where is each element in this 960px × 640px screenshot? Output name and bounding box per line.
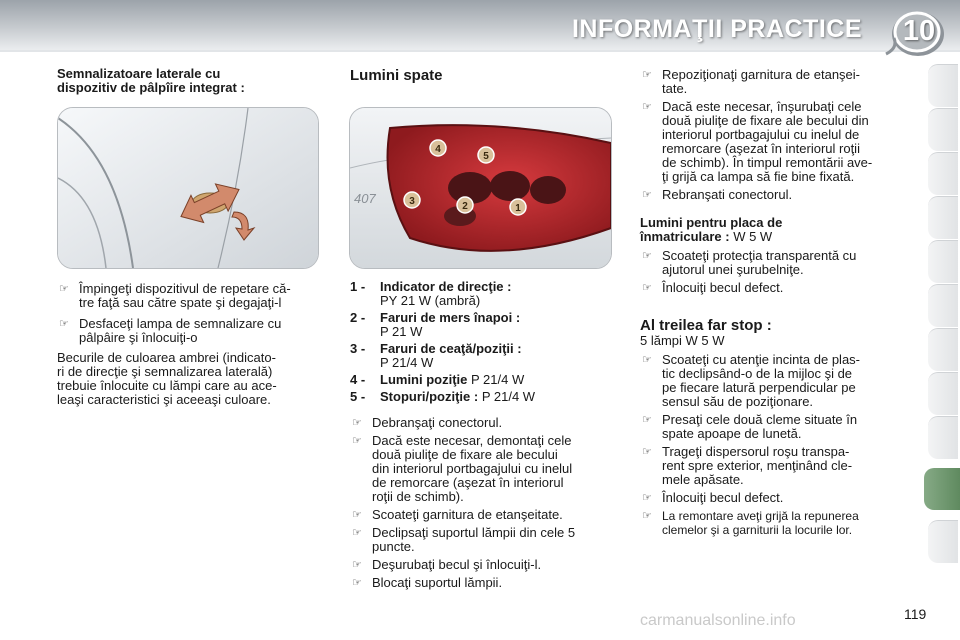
left-bullets bbox=[57, 282, 319, 407]
bulb-color-note bbox=[57, 351, 319, 407]
bullet-line: Împingeţi dispozitivul de repetare că- bbox=[79, 281, 291, 296]
item-value: P 21 W bbox=[380, 324, 423, 339]
chapter-tab[interactable] bbox=[928, 64, 958, 107]
bullet-line: din interiorul portbagajului cu inelul bbox=[372, 461, 573, 476]
bullet-line: Scoateţi garnitura de etanşeitate. bbox=[372, 507, 563, 522]
pointing-hand-icon: ☞ bbox=[642, 492, 652, 504]
bullet-line: remorcare (aşezat în interiorul roţii bbox=[662, 141, 860, 156]
bullet-line: La remontare aveţi grijă la repunerea bbox=[662, 509, 859, 523]
note-line: leaşi caracteristici şi aceeaşi culoare. bbox=[57, 392, 271, 407]
callout-2 bbox=[457, 197, 473, 213]
pointing-hand-icon: ☞ bbox=[352, 527, 362, 539]
third-stop-title: Al treilea far stop : bbox=[640, 317, 772, 334]
instruction-bullet bbox=[350, 526, 612, 554]
bullet-line: sensul său de poziţionare. bbox=[662, 394, 814, 409]
bullet-line: Debranşaţi conectorul. bbox=[372, 415, 503, 430]
chapter-tab[interactable] bbox=[928, 416, 958, 459]
bullet-line: Înlocuiţi becul defect. bbox=[662, 490, 784, 505]
bullet-line: Dacă este necesar, demontaţi cele bbox=[372, 433, 572, 448]
rear-lamp-photo bbox=[349, 107, 612, 269]
bullet-line: interiorul portbagajului cu inelul de bbox=[662, 127, 860, 142]
left-heading-line: Semnalizatoare laterale cu bbox=[57, 66, 221, 81]
note-line: ri de direcţie şi semnalizarea laterală) bbox=[57, 364, 273, 379]
svg-text:1: 1 bbox=[515, 203, 521, 214]
item-value: PY 21 W (ambră) bbox=[380, 293, 481, 308]
instruction-bullet bbox=[640, 353, 904, 409]
instruction-bullet bbox=[640, 509, 904, 537]
bulb-list-item bbox=[350, 342, 612, 370]
bullet-line: două piuliţe de fixare ale becului bbox=[372, 447, 558, 462]
svg-text:3: 3 bbox=[409, 196, 415, 207]
bullet-line: puncte. bbox=[372, 539, 415, 554]
svg-text:5: 5 bbox=[483, 151, 489, 162]
pointing-hand-icon: ☞ bbox=[59, 283, 69, 295]
callout-3 bbox=[404, 192, 420, 208]
page-number: 119 bbox=[904, 606, 927, 622]
instruction-bullet bbox=[640, 68, 904, 96]
bullet-line: Blocaţi suportul lămpii. bbox=[372, 575, 503, 590]
pointing-hand-icon: ☞ bbox=[642, 69, 652, 81]
item-number: 5 - bbox=[350, 389, 366, 404]
pointing-hand-icon: ☞ bbox=[642, 354, 652, 366]
callout-1 bbox=[510, 199, 526, 215]
bullet-line: Scoateţi cu atenţie incinta de plas- bbox=[662, 352, 861, 367]
pointing-hand-icon: ☞ bbox=[642, 510, 652, 522]
chapter-number: 10 bbox=[902, 15, 936, 47]
model-badge: 407 bbox=[354, 191, 376, 206]
plate-lights-heading bbox=[640, 216, 904, 244]
bulb-list-item bbox=[350, 280, 612, 308]
bullet-line: Dacă este necesar, înşurubaţi cele bbox=[662, 99, 862, 114]
bullet-line: Presaţi cele două cleme situate în bbox=[662, 412, 858, 427]
chapter-tab[interactable] bbox=[928, 240, 958, 283]
chapter-tabs bbox=[928, 64, 960, 574]
svg-text:2: 2 bbox=[462, 201, 468, 212]
item-label: Lumini poziţie bbox=[380, 372, 468, 387]
plate-heading-line: înmatriculare : bbox=[640, 229, 730, 244]
instruction-bullet bbox=[350, 508, 612, 522]
page-title: INFORMAŢII PRACTICE bbox=[571, 15, 862, 43]
bullet-line: Deşurubaţi becul şi înlocuiţi-l. bbox=[372, 557, 542, 572]
item-label: Stopuri/poziţie : bbox=[380, 389, 479, 404]
instruction-bullet bbox=[57, 282, 319, 310]
instruction-bullet bbox=[640, 188, 904, 202]
item-number: 1 - bbox=[350, 279, 366, 294]
plate-heading-line: Lumini pentru placa de bbox=[640, 215, 783, 230]
bullet-line: Declipsaţi suportul lămpii din cele 5 bbox=[372, 525, 576, 540]
bullet-line: clemelor şi a garniturii la locurile lor. bbox=[662, 523, 853, 537]
bullet-line: de remorcare (aşezat în interiorul bbox=[372, 475, 564, 490]
bulb-list-item bbox=[350, 390, 612, 404]
instruction-bullet bbox=[57, 317, 319, 345]
item-value: P 21/4 W bbox=[467, 372, 525, 387]
note-line: Becurile de culoarea ambrei (indicato- bbox=[57, 350, 276, 365]
note-line: trebuie înlocuite cu lămpi care au ace- bbox=[57, 378, 277, 393]
bullet-line: Repoziţionaţi garnitura de etanşei- bbox=[662, 67, 861, 82]
item-label: Faruri de ceaţă/poziţii : bbox=[380, 341, 522, 356]
instruction-bullet bbox=[640, 413, 904, 441]
pointing-hand-icon: ☞ bbox=[642, 189, 652, 201]
chapter-tab[interactable] bbox=[928, 284, 958, 327]
chapter-tab[interactable] bbox=[928, 108, 958, 151]
bullet-line: ţi grijă ca lampa să fie bine fixată. bbox=[662, 169, 855, 184]
bulb-list-item bbox=[350, 373, 612, 387]
pointing-hand-icon: ☞ bbox=[642, 414, 652, 426]
chapter-tab[interactable] bbox=[928, 196, 958, 239]
side-repeater-photo bbox=[57, 107, 319, 269]
pointing-hand-icon: ☞ bbox=[352, 559, 362, 571]
svg-text:4: 4 bbox=[435, 144, 441, 155]
left-heading bbox=[57, 67, 245, 95]
bullet-line: roţii de schimb). bbox=[372, 489, 464, 504]
pointing-hand-icon: ☞ bbox=[352, 417, 362, 429]
pointing-hand-icon: ☞ bbox=[352, 577, 362, 589]
instruction-bullet bbox=[350, 558, 612, 572]
callout-5 bbox=[478, 147, 494, 163]
pointing-hand-icon: ☞ bbox=[642, 446, 652, 458]
chapter-tab-active[interactable] bbox=[924, 468, 960, 510]
pointing-hand-icon: ☞ bbox=[642, 250, 652, 262]
plate-bulb-value: W 5 W bbox=[729, 229, 773, 244]
left-heading-line: dispozitiv de pâlpîire integrat : bbox=[57, 80, 245, 95]
bulb-list-item bbox=[350, 311, 612, 339]
bullet-line: două piuliţe de fixare ale becului din bbox=[662, 113, 869, 128]
bullet-line: tic declipsând-o de la mijloc şi de bbox=[662, 366, 853, 381]
instruction-bullet bbox=[640, 445, 904, 487]
chapter-tab[interactable] bbox=[928, 520, 958, 563]
bullet-line: mele apăsate. bbox=[662, 472, 744, 487]
pointing-hand-icon: ☞ bbox=[642, 101, 652, 113]
pointing-hand-icon: ☞ bbox=[352, 509, 362, 521]
instruction-bullet bbox=[350, 576, 612, 590]
item-number: 3 - bbox=[350, 341, 366, 356]
bullet-line: de schimb). În timpul remontării ave- bbox=[662, 155, 873, 170]
watermark: carmanualsonline.info bbox=[640, 612, 796, 629]
rear-lights-title: Lumini spate bbox=[350, 67, 443, 84]
third-stop-bulbs: 5 lămpi W 5 W bbox=[640, 333, 725, 348]
bullet-line: tate. bbox=[662, 81, 688, 96]
bullet-line: pe fiecare latură perpendicular pe bbox=[662, 380, 856, 395]
bullet-line: Scoateţi protecţia transparentă cu bbox=[662, 248, 857, 263]
pointing-hand-icon: ☞ bbox=[352, 435, 362, 447]
instruction-bullet bbox=[640, 281, 904, 295]
chapter-tab[interactable] bbox=[928, 372, 958, 415]
instruction-bullet bbox=[640, 249, 904, 277]
bullet-line: rent spre exterior, menţinând cle- bbox=[662, 458, 853, 473]
middle-bullets bbox=[350, 416, 612, 590]
bullet-line: Rebranşati conectorul. bbox=[662, 187, 793, 202]
pointing-hand-icon: ☞ bbox=[59, 318, 69, 330]
bullet-line: ajutorul unei şurubelniţe. bbox=[662, 262, 804, 277]
instruction-bullet bbox=[640, 491, 904, 505]
bullet-line: Trageţi dispersorul roşu transpa- bbox=[662, 444, 850, 459]
instruction-bullet bbox=[350, 416, 612, 430]
instruction-bullet bbox=[640, 100, 904, 184]
bullet-line: tre faţă sau către spate şi degajaţi-l bbox=[79, 295, 282, 310]
instruction-bullet bbox=[350, 434, 612, 504]
item-label: Faruri de mers înapoi : bbox=[380, 310, 521, 325]
item-label: Indicator de direcţie : bbox=[380, 279, 512, 294]
bullet-line: Înlocuiţi becul defect. bbox=[662, 280, 784, 295]
item-number: 2 - bbox=[350, 310, 366, 325]
chapter-tab[interactable] bbox=[928, 152, 958, 195]
callout-4 bbox=[430, 140, 446, 156]
pointing-hand-icon: ☞ bbox=[642, 282, 652, 294]
bullet-line: pâlpâire şi înlocuiţi-o bbox=[79, 330, 198, 345]
item-number: 4 - bbox=[350, 372, 366, 387]
item-value: P 21/4 W bbox=[478, 389, 536, 404]
bullet-line: spate apoape de lunetă. bbox=[662, 426, 802, 441]
bulb-list bbox=[350, 280, 612, 404]
chapter-tab[interactable] bbox=[928, 328, 958, 371]
bullet-line: Desfaceţi lampa de semnalizare cu bbox=[79, 316, 282, 331]
item-value: P 21/4 W bbox=[380, 355, 434, 370]
right-bullets-top bbox=[640, 68, 904, 537]
